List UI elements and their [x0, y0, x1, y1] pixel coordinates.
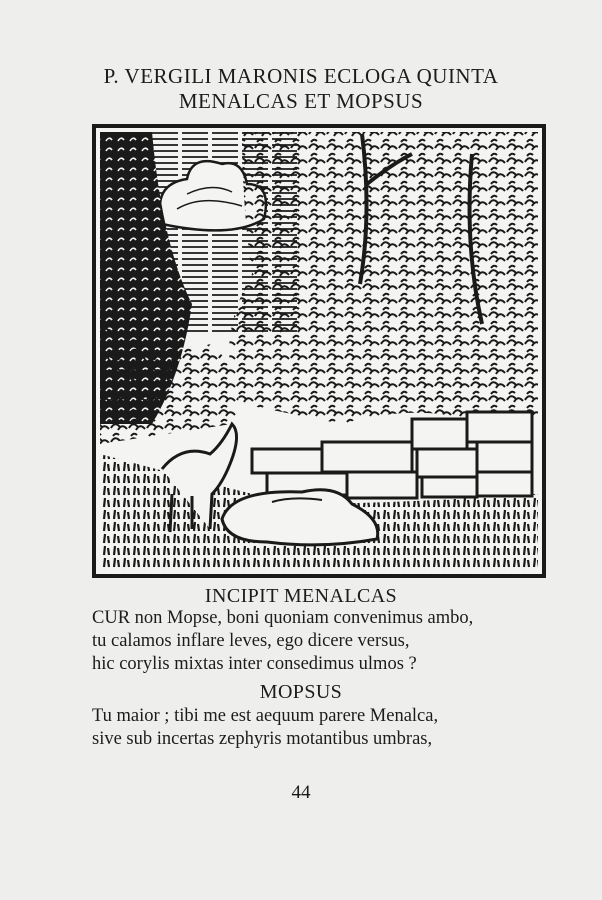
verse-line: sive sub incertas zephyris motantibus umbras, [92, 729, 433, 749]
eclogue-title: P. VERGILI MARONIS ECLOGA QUINTA [103, 64, 499, 88]
woodcut-illustration [92, 124, 546, 578]
eclogue-subtitle: MENALCAS ET MOPSUS [178, 89, 424, 113]
verse-line: hic corylis mixtas inter consedimus ulmos ? [92, 654, 417, 674]
speaker-heading-menalcas: INCIPIT MENALCAS [204, 585, 398, 607]
verse-line: tu calamos inflare leves, ego dicere versus, [92, 631, 410, 651]
verse-line: CUR non Mopse, boni quoniam convenimus ambo, [92, 608, 474, 628]
speaker-heading-mopsus: MOPSUS [259, 681, 343, 703]
verse-line: Tu maior ; tibi me est aequum parere Menalca, [92, 706, 439, 726]
woodcut-landscape-image [92, 124, 546, 578]
page-number: 44 [291, 782, 311, 803]
